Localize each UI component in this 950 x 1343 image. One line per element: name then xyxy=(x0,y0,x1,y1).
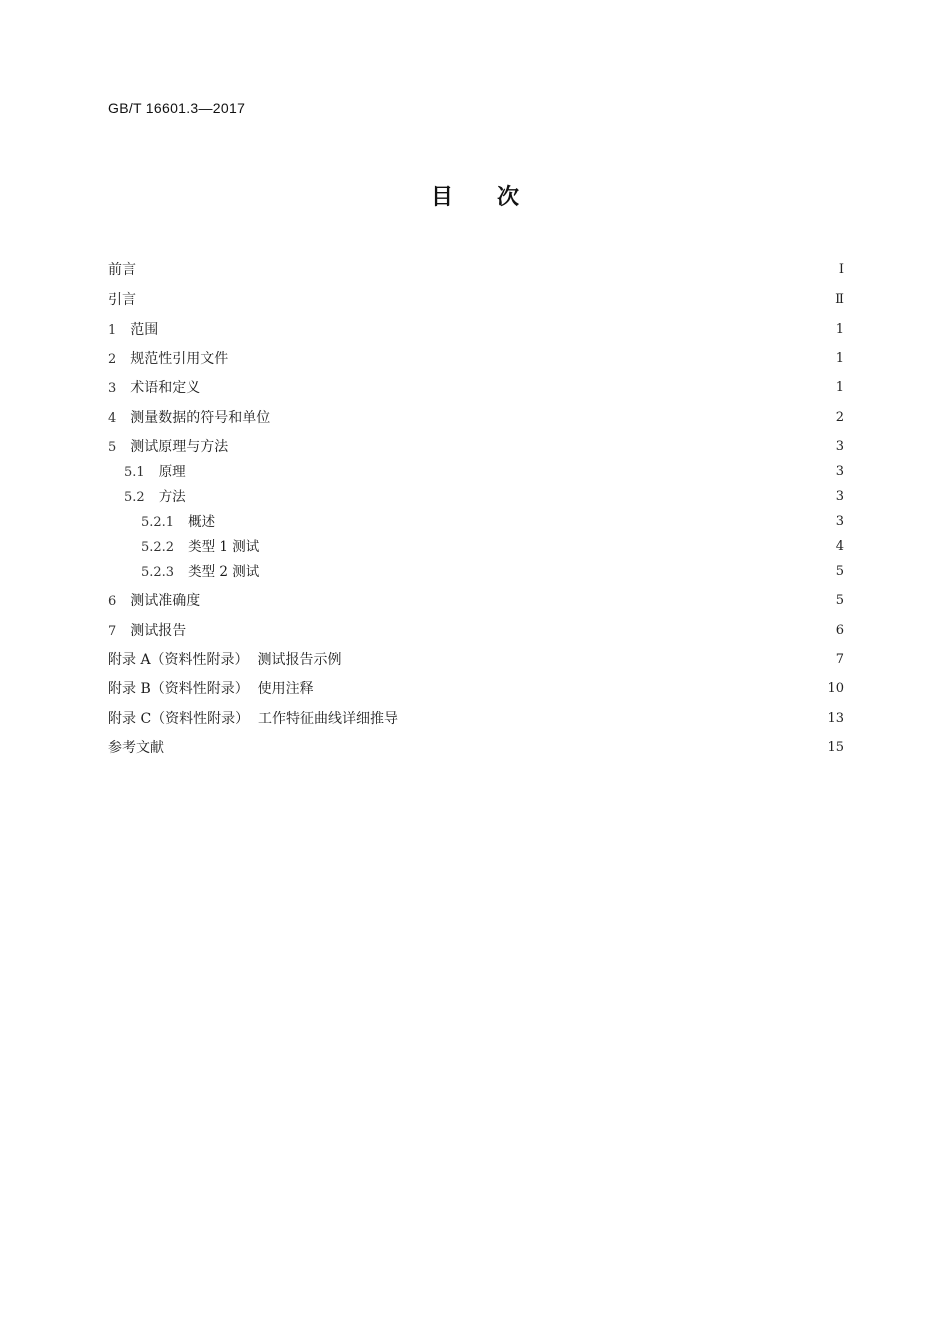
toc-entry-page: 7 xyxy=(835,652,844,667)
toc-leader-dots xyxy=(236,349,828,369)
toc-entry-page: 10 xyxy=(827,681,844,696)
toc-entry-label xyxy=(108,437,228,458)
toc-entry-page: 1 xyxy=(835,380,844,395)
toc-entry[interactable] xyxy=(108,738,844,758)
toc-entry[interactable] xyxy=(108,260,844,280)
toc-entry-title: 概述 xyxy=(188,513,216,530)
toc-entry-title: 附录 A（资料性附录） 测试报告示例 xyxy=(108,652,342,668)
toc-leader-dots xyxy=(278,408,828,428)
toc-entry-label xyxy=(141,537,259,558)
toc-entry[interactable] xyxy=(108,349,844,369)
toc-entry[interactable] xyxy=(108,378,844,398)
toc-entry[interactable] xyxy=(141,537,844,557)
toc-leader-dots xyxy=(267,562,828,582)
toc-entry-number: 3 xyxy=(108,380,117,396)
toc-leader-dots xyxy=(349,650,828,670)
toc-entry-page: 1 xyxy=(835,351,844,366)
toc-entry-title: 规范性引用文件 xyxy=(130,350,229,367)
toc-entry-title: 测试准确度 xyxy=(130,592,201,609)
toc-entry-page: 3 xyxy=(835,514,844,529)
toc-leader-dots xyxy=(208,591,828,611)
toc-entry-page: 4 xyxy=(835,539,844,554)
toc-entry[interactable] xyxy=(108,591,844,611)
toc-entry-page: 13 xyxy=(827,711,844,726)
toc-entry-page: Ⅱ xyxy=(835,292,844,307)
toc-entry-title: 术语和定义 xyxy=(130,379,201,396)
toc-entry-label xyxy=(108,709,398,729)
standard-code: GB/T 16601.3—2017 xyxy=(108,100,246,116)
toc-entry-label xyxy=(108,679,314,699)
toc-entry-title: 附录 B（资料性附录） 使用注释 xyxy=(108,681,314,697)
toc-entry-label xyxy=(124,487,186,508)
toc-entry-number: 5.2 xyxy=(124,489,145,505)
toc-leader-dots xyxy=(406,709,821,729)
toc-entry-title: 方法 xyxy=(158,488,186,505)
toc-entry[interactable] xyxy=(108,650,844,670)
toc-entry-label xyxy=(108,260,136,280)
toc-entry-title: 参考文献 xyxy=(108,740,164,756)
toc-entry-page: 3 xyxy=(835,439,844,454)
toc-leader-dots xyxy=(194,462,828,482)
toc-entry-label xyxy=(108,650,341,670)
toc-entry-label xyxy=(108,621,186,642)
toc-entry-number: 2 xyxy=(108,351,117,367)
toc-entry-number: 5.2.2 xyxy=(141,539,175,555)
toc-entry[interactable] xyxy=(124,462,844,482)
toc-entry-title: 范围 xyxy=(130,321,159,338)
toc-entry[interactable] xyxy=(108,290,844,310)
toc-entry-title: 测量数据的符号和单位 xyxy=(130,409,271,426)
toc-entry-label xyxy=(124,462,186,483)
toc-leader-dots xyxy=(144,260,828,280)
toc-entry-title: 前言 xyxy=(108,262,136,278)
toc-entry-title: 原理 xyxy=(158,463,186,480)
toc-entry-label xyxy=(108,378,200,399)
toc-entry-number: 5.2.3 xyxy=(141,564,175,580)
toc-entry-number: 4 xyxy=(108,410,117,426)
toc-entry-label xyxy=(108,738,164,758)
toc-entry[interactable] xyxy=(108,320,844,340)
toc-entry-label xyxy=(141,562,259,583)
toc-entry-page: 2 xyxy=(835,410,844,425)
toc-entry-label xyxy=(108,591,200,612)
toc-entry-number: 6 xyxy=(108,593,117,609)
toc-leader-dots xyxy=(144,290,828,310)
toc-entry-title: 引言 xyxy=(108,292,136,308)
toc-entry[interactable] xyxy=(108,437,844,457)
toc-entry-page: Ⅰ xyxy=(838,262,844,277)
toc-entry-page: 5 xyxy=(835,564,844,579)
toc-entry-number: 7 xyxy=(108,623,117,639)
toc-entry-title: 附录 C（资料性附录） 工作特征曲线详细推导 xyxy=(108,711,399,727)
toc-leader-dots xyxy=(194,621,828,641)
toc-leader-dots xyxy=(236,437,828,457)
toc-leader-dots xyxy=(322,679,822,699)
toc-entry[interactable] xyxy=(108,408,844,428)
toc-entry-label xyxy=(108,349,228,370)
toc-entry-label xyxy=(141,512,215,533)
toc-entry-page: 15 xyxy=(827,740,844,755)
toc-entry-label xyxy=(108,408,270,429)
toc-entry-title: 测试原理与方法 xyxy=(130,438,229,455)
toc-entry-page: 3 xyxy=(835,489,844,504)
toc-leader-dots xyxy=(194,487,828,507)
toc-leader-dots xyxy=(166,320,828,340)
toc-entry[interactable] xyxy=(141,562,844,582)
toc-entry[interactable] xyxy=(108,679,844,699)
toc-entry-page: 6 xyxy=(835,623,844,638)
toc-leader-dots xyxy=(267,537,828,557)
toc-entry-number: 5 xyxy=(108,439,117,455)
toc-entry-title: 测试报告 xyxy=(130,622,187,639)
toc-entry[interactable] xyxy=(141,512,844,532)
toc-entry-number: 5.2.1 xyxy=(141,514,175,530)
toc-entry[interactable] xyxy=(108,709,844,729)
table-of-contents xyxy=(108,0,844,800)
toc-leader-dots xyxy=(208,378,828,398)
toc-entry-title: 类型 1 测试 xyxy=(188,538,260,555)
toc-entry-page: 5 xyxy=(835,593,844,608)
toc-entry-label xyxy=(108,320,158,341)
toc-leader-dots xyxy=(223,512,828,532)
toc-entry-number: 1 xyxy=(108,322,117,338)
toc-leader-dots xyxy=(172,738,821,758)
toc-entry[interactable] xyxy=(108,621,844,641)
toc-entry[interactable] xyxy=(124,487,844,507)
toc-entry-page: 1 xyxy=(835,322,844,337)
toc-entry-number: 5.1 xyxy=(124,464,145,480)
toc-entry-title: 类型 2 测试 xyxy=(188,563,260,580)
page-title: 目次 xyxy=(430,185,563,210)
toc-entry-page: 3 xyxy=(835,464,844,479)
toc-entry-label xyxy=(108,290,136,310)
